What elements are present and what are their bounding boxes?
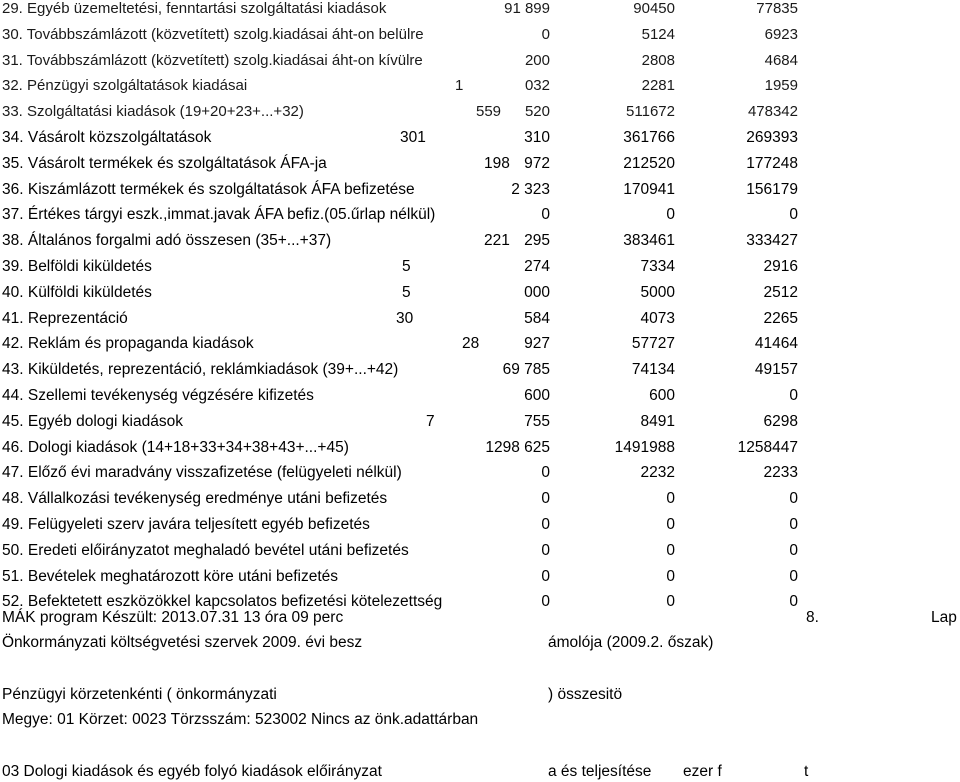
row-value-col3: 478342	[747, 103, 798, 120]
row-prefix-value: 30	[396, 310, 414, 327]
row-label: 46. Dologi kiadások (14+18+33+34+38+43+...+45)	[2, 439, 349, 456]
county-district-line: Megye: 01 Körzet: 0023 Törzsszám: 523002 Nincs az önk.adattárban	[2, 711, 479, 728]
row-value-col1: 600	[524, 387, 550, 404]
row-label: 50. Eredeti előirányzatot meghaladó bevétel utáni befizetés	[2, 542, 409, 559]
row-value-col1: 2 323	[511, 181, 550, 198]
row-value-col3: 77835	[756, 0, 798, 17]
row-value-col1: 755	[524, 413, 550, 430]
row-label: 49. Felügyeleti szerv javára teljesített egyéb befizetés	[2, 516, 370, 533]
row-value-col2: 0	[666, 542, 675, 559]
row-value-col3: 2233	[763, 464, 798, 481]
row-value-col2: 5124	[641, 26, 675, 43]
section-title-mid: a és teljesítése	[548, 763, 652, 780]
row-value-col3: 2916	[763, 258, 798, 275]
row-value-col1: 0	[541, 26, 550, 43]
row-value-col2: 2232	[640, 464, 675, 481]
row-value-col2: 2281	[641, 77, 675, 94]
page-number: 8.	[806, 609, 819, 626]
row-label: 40. Külföldi kiküldetés	[2, 284, 152, 301]
row-value-col1: 0	[541, 593, 550, 610]
row-prefix-value: 5	[402, 284, 411, 301]
row-value-col1: 584	[524, 310, 550, 327]
row-value-col1: 91 899	[504, 0, 550, 17]
row-value-col3: 0	[789, 387, 798, 404]
row-value-col2: 7334	[640, 258, 675, 275]
row-value-col2: 383461	[623, 232, 675, 249]
row-label: 51. Bevételek meghatározott köre utáni befizetés	[2, 568, 339, 585]
row-value-col2: 511672	[626, 103, 675, 120]
mak-program-line: MÁK program Készült: 2013.07.31 13 óra 09 perc	[2, 609, 344, 626]
row-label: 32. Pénzügyi szolgáltatások kiadásai	[2, 77, 248, 94]
row-value-col3: 177248	[746, 155, 798, 172]
row-value-col3: 0	[789, 206, 798, 223]
row-label: 43. Kiküldetés, reprezentáció, reklámkiadások (39+...+42)	[2, 361, 399, 378]
row-label: 35. Vásárolt termékek és szolgáltatások ÁFA-ja	[2, 155, 327, 172]
row-prefix-value: 5	[402, 258, 411, 275]
row-label: 44. Szellemi tevékenység végzésére kifizetés	[2, 387, 314, 404]
row-value-col1: 274	[524, 258, 550, 275]
row-value-col3: 1258447	[737, 439, 798, 456]
row-label: 45. Egyéb dologi kiadások	[2, 413, 183, 430]
row-value-col1: 0	[541, 542, 550, 559]
row-value-col1: 295	[524, 232, 550, 249]
row-label: 34. Vásárolt közszolgáltatások	[2, 129, 212, 146]
row-value-col1: 69 785	[502, 361, 550, 378]
row-prefix-value: 28	[462, 335, 480, 352]
row-value-col3: 0	[789, 516, 798, 533]
row-label: 38. Általános forgalmi adó összesen (35+...+37)	[2, 232, 332, 249]
section-title-left: 03 Dologi kiadások és egyéb folyó kiadások előirányzat	[2, 763, 382, 780]
row-value-col1: 1298 625	[485, 439, 550, 456]
summary-type-right: ) összesitö	[548, 686, 623, 703]
row-value-col2: 0	[666, 490, 675, 507]
row-value-col2: 4073	[640, 310, 675, 327]
row-prefix-value: 221	[484, 232, 510, 249]
row-value-col3: 6298	[763, 413, 798, 430]
row-value-col1: 0	[541, 206, 550, 223]
row-value-col1: 520	[524, 103, 550, 120]
row-value-col3: 0	[789, 542, 798, 559]
row-label: 42. Reklám és propaganda kiadások	[2, 335, 254, 352]
row-value-col3: 2265	[763, 310, 798, 327]
row-prefix-value: 559	[476, 103, 502, 120]
row-label: 29. Egyéb üzemeltetési, fenntartási szolgáltatási kiadások	[2, 0, 387, 17]
row-label: 41. Reprezentáció	[2, 310, 128, 327]
report-title-right: ámolója (2009.2. őszak)	[548, 634, 714, 651]
row-label: 39. Belföldi kiküldetés	[2, 258, 152, 275]
row-label: 48. Vállalkozási tevékenység eredménye utáni befizetés	[2, 490, 388, 507]
summary-type-left: Pénzügyi körzetenkénti ( önkormányzati	[2, 686, 277, 703]
row-prefix-value: 301	[400, 129, 426, 146]
page-lap-label: Lap	[931, 609, 957, 626]
row-value-col1: 310	[524, 129, 550, 146]
row-value-col2: 0	[666, 568, 675, 585]
row-value-col2: 361766	[623, 129, 675, 146]
row-value-col1: 0	[541, 464, 550, 481]
row-value-col3: 0	[789, 568, 798, 585]
row-value-col3: 41464	[754, 335, 798, 352]
row-value-col2: 57727	[631, 335, 675, 352]
row-value-col2: 2808	[641, 52, 675, 69]
row-label: 33. Szolgáltatási kiadások (19+20+23+...+32)	[2, 103, 304, 120]
row-value-col3: 269393	[746, 129, 798, 146]
row-value-col2: 1491988	[614, 439, 675, 456]
row-value-col2: 212520	[623, 155, 675, 172]
row-prefix-value: 198	[484, 155, 510, 172]
unit-label-end: t	[804, 763, 809, 780]
row-value-col2: 90450	[633, 0, 675, 17]
row-value-col2: 170941	[623, 181, 675, 198]
row-value-col2: 0	[666, 206, 675, 223]
row-label: 52. Befektetett eszközökkel kapcsolatos befizetési kötelezettség	[2, 593, 443, 610]
row-label: 37. Értékes tárgyi eszk.,immat.javak ÁFA befiz.(05.űrlap nélkül)	[2, 206, 436, 223]
row-prefix-value: 7	[426, 413, 435, 430]
row-value-col3: 4684	[764, 52, 798, 69]
report-title-left: Önkormányzati költségvetési szervek 2009. évi besz	[2, 634, 363, 651]
row-value-col1: 0	[541, 490, 550, 507]
row-value-col1: 200	[524, 52, 550, 69]
row-value-col2: 0	[666, 593, 675, 610]
row-value-col3: 2512	[763, 284, 798, 301]
row-value-col2: 600	[649, 387, 675, 404]
row-value-col3: 1959	[764, 77, 798, 94]
row-value-col1: 032	[524, 77, 550, 94]
row-prefix-value: 1	[455, 77, 464, 94]
row-value-col1: 0	[541, 568, 550, 585]
row-value-col2: 0	[666, 516, 675, 533]
row-label: 31. Továbbszámlázott (közvetített) szolg.kiadásai áht-on kívülre	[2, 52, 423, 69]
row-value-col3: 156179	[746, 181, 798, 198]
row-value-col3: 0	[789, 593, 798, 610]
row-value-col3: 333427	[746, 232, 798, 249]
row-value-col1: 0	[541, 516, 550, 533]
row-value-col2: 5000	[640, 284, 675, 301]
row-label: 47. Előző évi maradvány visszafizetése (felügyeleti nélkül)	[2, 464, 402, 481]
row-value-col1: 000	[524, 284, 550, 301]
row-value-col2: 8491	[640, 413, 675, 430]
unit-label: ezer f	[683, 763, 722, 780]
row-value-col3: 49157	[754, 361, 798, 378]
row-value-col1: 927	[524, 335, 550, 352]
row-value-col3: 0	[789, 490, 798, 507]
row-value-col1: 972	[524, 155, 550, 172]
row-value-col3: 6923	[764, 26, 798, 43]
row-label: 36. Kiszámlázott termékek és szolgáltatások ÁFA befizetése	[2, 181, 415, 198]
row-value-col2: 74134	[631, 361, 675, 378]
row-label: 30. Továbbszámlázott (közvetített) szolg.kiadásai áht-on belülre	[2, 26, 424, 43]
